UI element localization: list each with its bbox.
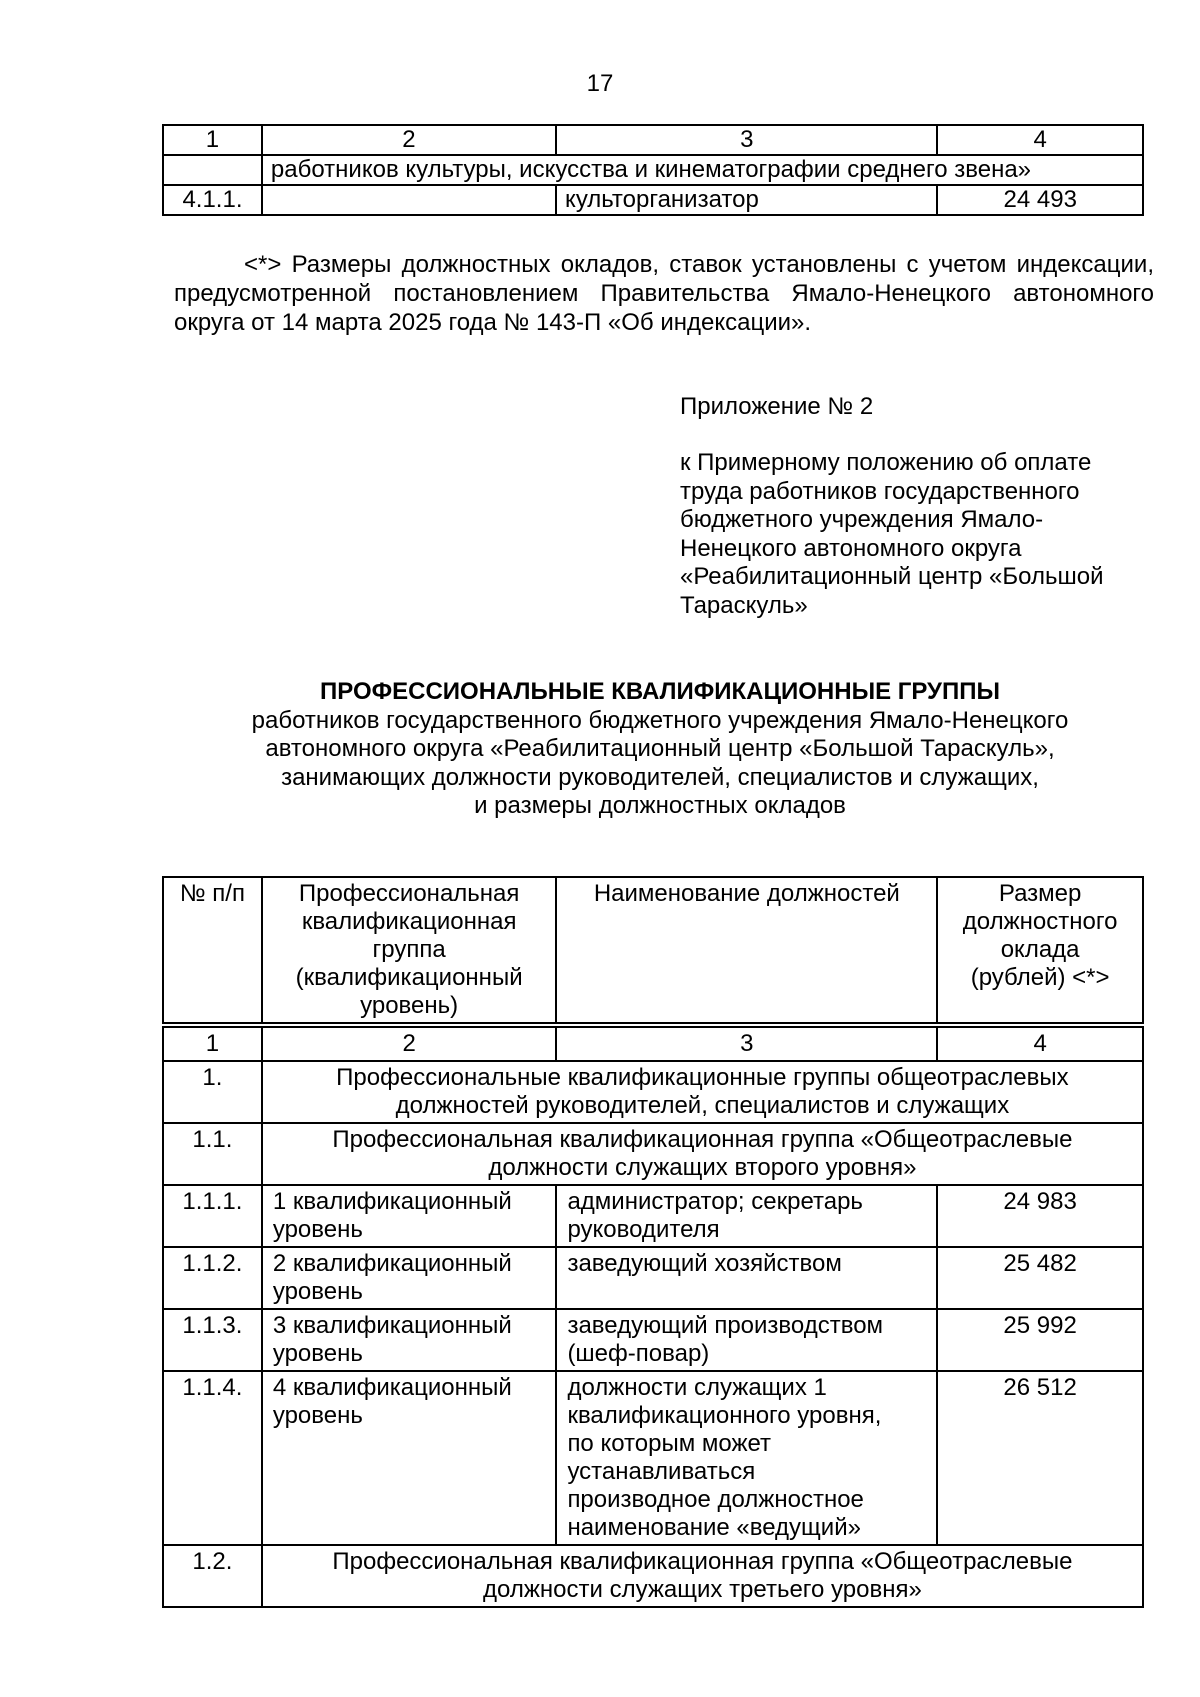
group-cell: 2 квалификационный уровень	[262, 1247, 557, 1309]
column-number: 1	[163, 1025, 262, 1061]
header-cell: 3	[556, 125, 937, 155]
num-cell: 1.1.	[163, 1123, 262, 1185]
header-cell: 2	[262, 125, 556, 155]
num-cell	[163, 155, 262, 185]
table-row	[163, 185, 1143, 215]
salary-cell: 26 512	[937, 1371, 1143, 1545]
num-cell: 1.1.4.	[163, 1371, 262, 1545]
table-row	[163, 155, 1143, 185]
group-span-cell: Профессиональная квалификационная группа «Общеотраслевые должности служащих второго уровня»	[262, 1123, 1143, 1185]
group-span-cell: Профессиональные квалификационные группы общеотраслевых должностей руководителей, специалистов и служащих	[262, 1061, 1143, 1123]
num-cell: 1.2.	[163, 1545, 262, 1607]
table-row	[163, 1545, 1143, 1607]
continuation-cell: работников культуры, искусства и кинематографии среднего звена»	[262, 155, 1143, 185]
num-cell: 1.1.1.	[163, 1185, 262, 1247]
table-row	[163, 1123, 1143, 1185]
appendix-title: Приложение № 2	[680, 393, 874, 420]
num-cell: 1.1.3.	[163, 1309, 262, 1371]
table-row	[163, 1061, 1143, 1123]
header-cell: 1	[163, 125, 262, 155]
appendix-text: к Примерному положению об оплате труда работников государственного бюджетного учреждения Ямало- Ненецкого автономного округа «Реабилитационный центр «Большой Тараскуль»	[680, 449, 1104, 619]
salary-cell: 25 992	[937, 1309, 1143, 1371]
document-heading	[160, 678, 1160, 821]
column-header: Размер должностного оклада (рублей) <*>	[937, 877, 1143, 1025]
column-number: 3	[556, 1025, 937, 1061]
salary-cell: 24 983	[937, 1185, 1143, 1247]
heading-title: ПРОФЕССИОНАЛЬНЫЕ КВАЛИФИКАЦИОННЫЕ ГРУППЫ	[320, 678, 1000, 705]
column-number: 2	[262, 1025, 557, 1061]
column-header: № п/п	[163, 877, 262, 1025]
salary-cell: 25 482	[937, 1247, 1143, 1309]
qualification-groups-table	[162, 876, 1144, 1608]
group-cell: 1 квалификационный уровень	[262, 1185, 557, 1247]
position-cell: культорганизатор	[556, 185, 937, 215]
group-cell: 4 квалификационный уровень	[262, 1371, 557, 1545]
header-cell: 4	[937, 125, 1143, 155]
num-cell: 1.	[163, 1061, 262, 1123]
group-cell	[262, 185, 556, 215]
column-header: Профессиональная квалификационная группа (квалификационный уровень)	[262, 877, 557, 1025]
position-cell: администратор; секретарь руководителя	[556, 1185, 937, 1247]
table-row	[163, 1371, 1143, 1545]
salary-cell: 24 493	[937, 185, 1143, 215]
column-number: 4	[937, 1025, 1143, 1061]
table-header-row	[163, 877, 1143, 1025]
table-row	[163, 1185, 1143, 1247]
column-numbers-row	[163, 1025, 1143, 1061]
position-cell: заведующий производством (шеф-повар)	[556, 1309, 937, 1371]
heading-subtitle: работников государственного бюджетного учреждения Ямало-Ненецкого автономного округа «Реабилитационный центр «Большой Тараскуль», занимающих должности руководителей, специалистов и служащих, и размеры должностных окладов	[251, 706, 1069, 819]
group-span-cell: Профессиональная квалификационная группа «Общеотраслевые должности служащих третьего уровня»	[262, 1545, 1143, 1607]
page-number: 17	[586, 70, 614, 97]
num-cell: 4.1.1.	[163, 185, 262, 215]
column-header: Наименование должностей	[556, 877, 937, 1025]
group-cell: 3 квалификационный уровень	[262, 1309, 557, 1371]
footnote: <*> Размеры должностных окладов, ставок установлены с учетом индексации, предусмотренной постановлением Правительства Ямало-Ненецкого автономного округа от 14 марта 2025 года № 143-П «Об индексации».	[174, 251, 1154, 336]
table-row	[163, 1309, 1143, 1371]
table-header-row	[163, 125, 1143, 155]
continuation-table	[162, 124, 1144, 216]
num-cell: 1.1.2.	[163, 1247, 262, 1309]
position-cell: должности служащих 1 квалификационного уровня, по которым может устанавливаться производное должностное наименование «ведущий»	[556, 1371, 937, 1545]
position-cell: заведующий хозяйством	[556, 1247, 937, 1309]
table-row	[163, 1247, 1143, 1309]
